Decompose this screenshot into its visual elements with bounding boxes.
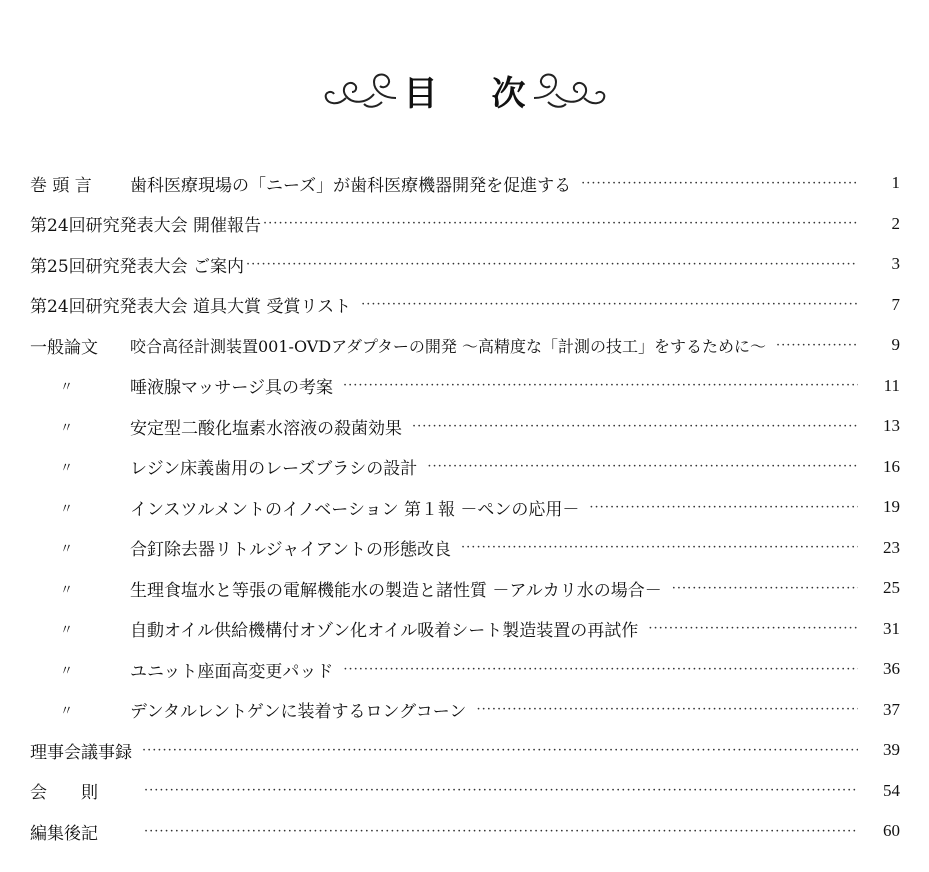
entry-title: 咬合高径計測装置001-OVDアダプターの開発 ～高精度な「計測の技工」をするために～ xyxy=(130,336,767,356)
toc-entry[interactable] xyxy=(30,730,900,771)
toc-entry[interactable] xyxy=(30,690,900,731)
entry-title: 第25回研究発表大会 ご案内 xyxy=(30,256,245,277)
toc-entry[interactable] xyxy=(30,447,900,488)
dot-leader xyxy=(461,540,858,555)
toc-entry[interactable] xyxy=(30,528,900,569)
entry-title: 生理食塩水と等張の電解機能水の製造と諸性質 －アルカリ水の場合－ xyxy=(130,580,662,601)
toc-entry[interactable] xyxy=(30,244,900,285)
entry-category: 会 則 xyxy=(30,783,98,804)
entry-category: 一般論文 xyxy=(30,337,98,358)
entry-title: レジン床義歯用のレーズブラシの設計 xyxy=(130,459,418,480)
entry-category-ditto: 〃 xyxy=(60,501,74,517)
title-char-1: 目 xyxy=(403,73,438,114)
toc-entry[interactable] xyxy=(30,406,900,447)
toc-entry[interactable] xyxy=(30,771,900,812)
dot-leader xyxy=(476,702,858,717)
dot-leader xyxy=(263,216,858,231)
dot-leader xyxy=(412,419,858,434)
toc-entry[interactable] xyxy=(30,487,900,528)
table-of-contents xyxy=(30,163,900,852)
entry-title: 理事会議事録 xyxy=(30,742,132,763)
entry-category-ditto: 〃 xyxy=(60,420,74,436)
toc-entry[interactable] xyxy=(30,649,900,690)
entry-page: 3 xyxy=(891,254,900,274)
right-ornament-icon xyxy=(532,68,608,112)
entry-page: 1 xyxy=(891,173,900,193)
dot-leader xyxy=(361,297,858,312)
entry-title: 安定型二酸化塩素水溶液の殺菌効果 xyxy=(130,418,402,439)
dot-leader xyxy=(144,783,858,798)
entry-title: 第24回研究発表大会 開催報告 xyxy=(30,216,262,237)
toc-entry[interactable] xyxy=(30,325,900,366)
entry-page: 54 xyxy=(883,780,900,800)
toc-entry[interactable] xyxy=(30,609,900,650)
dot-leader xyxy=(144,824,858,839)
toc-entry[interactable] xyxy=(30,204,900,245)
entry-page: 9 xyxy=(891,335,900,355)
toc-entry[interactable] xyxy=(30,811,900,852)
entry-page: 7 xyxy=(891,294,900,314)
dot-leader xyxy=(427,459,858,474)
toc-heading xyxy=(0,62,929,118)
entry-page: 39 xyxy=(883,740,900,760)
entry-title: インスツルメントのイノベーション 第１報 －ペンの応用－ xyxy=(130,499,580,520)
entry-title: 合釘除去器リトルジャイアントの形態改良 xyxy=(130,540,452,561)
entry-page: 2 xyxy=(891,213,900,233)
dot-leader xyxy=(776,338,858,353)
entry-category: 編集後記 xyxy=(30,823,98,844)
entry-page: 16 xyxy=(883,456,900,476)
entry-page: 19 xyxy=(883,497,900,517)
entry-category-ditto: 〃 xyxy=(60,663,74,679)
entry-page: 36 xyxy=(883,659,900,679)
entry-category-ditto: 〃 xyxy=(60,461,74,477)
entry-page: 23 xyxy=(883,537,900,557)
dot-leader xyxy=(672,581,858,596)
entry-title: 歯科医療現場の「ニーズ」が歯科医療機器開発を促進する xyxy=(130,175,572,196)
toc-entry[interactable] xyxy=(30,366,900,407)
dot-leader xyxy=(589,500,858,515)
entry-page: 11 xyxy=(883,375,900,395)
dot-leader xyxy=(343,662,858,677)
left-ornament-icon xyxy=(322,68,398,112)
entry-page: 25 xyxy=(883,578,900,598)
toc-entry[interactable] xyxy=(30,568,900,609)
entry-title: 第24回研究発表大会 道具大賞 受賞リスト xyxy=(30,297,352,318)
toc-entry[interactable] xyxy=(30,285,900,326)
entry-category-ditto: 〃 xyxy=(60,623,74,639)
entry-category-ditto: 〃 xyxy=(60,380,74,396)
entry-title: 唾液腺マッサージ具の考案 xyxy=(130,378,333,399)
entry-category-ditto: 〃 xyxy=(60,542,74,558)
dot-leader xyxy=(142,743,858,758)
entry-title: 自動オイル供給機構付オゾン化オイル吸着シート製造装置の再試作 xyxy=(130,621,639,642)
toc-entry[interactable] xyxy=(30,163,900,204)
entry-title: デンタルレントゲンに装着するロングコーン xyxy=(130,702,467,723)
entry-page: 60 xyxy=(883,821,900,841)
entry-title: ユニット座面高変更パッド xyxy=(130,661,334,682)
entry-page: 31 xyxy=(883,618,900,638)
title-char-2: 次 xyxy=(491,73,526,114)
entry-page: 37 xyxy=(883,699,900,719)
entry-category: 巻 頭 言 xyxy=(30,175,92,196)
dot-leader xyxy=(246,257,858,272)
dot-leader xyxy=(648,621,858,636)
entry-page: 13 xyxy=(883,416,900,436)
entry-category-ditto: 〃 xyxy=(60,704,74,720)
dot-leader xyxy=(343,378,858,393)
entry-category-ditto: 〃 xyxy=(60,582,74,598)
dot-leader xyxy=(581,176,858,191)
